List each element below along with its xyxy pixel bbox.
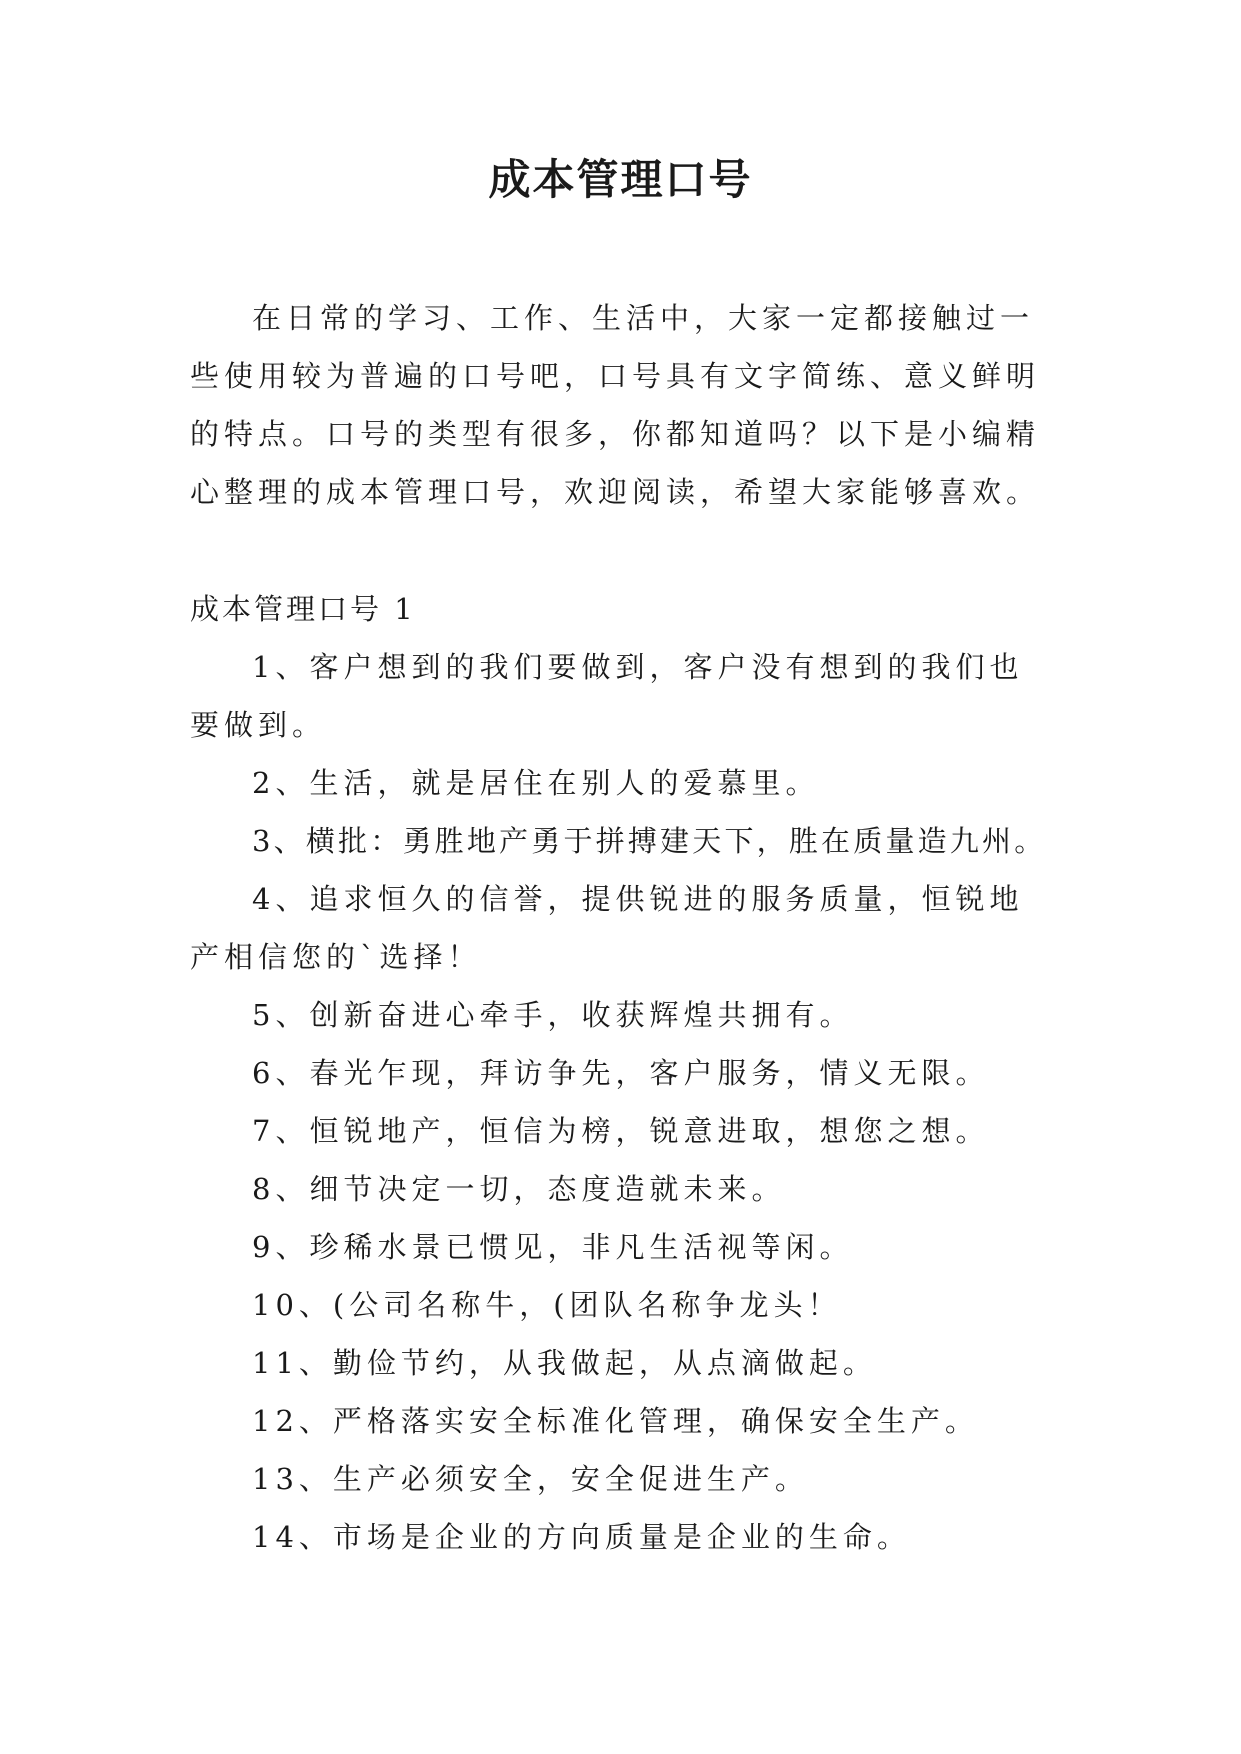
- slogan-item: 2、生活，就是居住在别人的爱慕里。: [252, 766, 820, 800]
- document-title: 成本管理口号: [488, 155, 753, 204]
- slogan-item: 10、(公司名称牛，(团队名称争龙头！: [252, 1288, 842, 1322]
- slogan-item: 8、细节决定一切，态度造就未来。: [252, 1172, 786, 1206]
- slogan-item: 13、生产必须安全，安全促进生产。: [252, 1462, 809, 1496]
- slogan-item: 9、珍稀水景已惯见，非凡生活视等闲。: [252, 1230, 854, 1264]
- slogan-item: 4、追求恒久的信誉，提供锐进的服务质量，恒锐地产相信您的`选择！: [190, 882, 1024, 974]
- slogan-list: [190, 638, 1050, 1566]
- slogan-item: 5、创新奋进心牵手，收获辉煌共拥有。: [252, 998, 854, 1032]
- slogan-item: 1、客户想到的我们要做到，客户没有想到的我们也要做到。: [190, 650, 1024, 742]
- slogan-item: 11、勤俭节约，从我做起，从点滴做起。: [252, 1346, 877, 1380]
- section-heading: 成本管理口号 1: [190, 592, 416, 626]
- slogan-item: 12、严格落实安全标准化管理，确保安全生产。: [252, 1404, 979, 1438]
- slogan-item: 14、市场是企业的方向质量是企业的生命。: [252, 1520, 911, 1554]
- slogan-item: 6、春光乍现，拜访争先，客户服务，情义无限。: [252, 1056, 990, 1090]
- intro-paragraph: 在日常的学习、工作、生活中，大家一定都接触过一些使用较为普遍的口号吧，口号具有文字简练、意义鲜明的特点。口号的类型有很多，你都知道吗？以下是小编精心整理的成本管理口号，欢迎阅读，希望大家能够喜欢。: [190, 301, 1041, 509]
- slogan-item: 7、恒锐地产，恒信为榜，锐意进取，想您之想。: [252, 1114, 990, 1148]
- slogan-item: 3、横批：勇胜地产勇于拼搏建天下，胜在质量造九州。: [252, 824, 1047, 858]
